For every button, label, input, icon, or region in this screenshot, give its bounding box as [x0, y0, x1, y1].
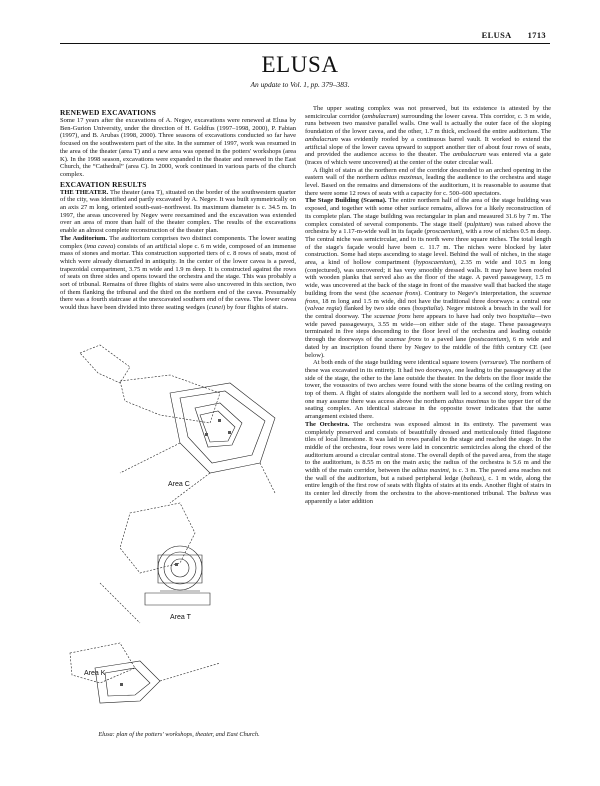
site-plan-figure: [60, 323, 298, 729]
article-subtitle: An update to Vol. 1, pp. 379–383.: [250, 80, 350, 89]
stage-paragraph-1: The Stage Building (Scaena). The entire northern half of the area of the stage building was exposed, and together with some other surface remains, allows for a likely reconstruction of its complete plan. The stage building was rectangular in plan and measured 31.6 by 7 m. The complex consisted of several components. The stage itself (pulpitum) was raised above the orchestra by a 1.17-m-wide wall in its façade (proscaenium), with a row of niches 0.5 m deep. The central niche was semicircular, and to its north were three square niches. The total length of the stage's façade would have been c. 11.7 m. The niches were blocked by later construction. Some had steps ascending to stage level. Behind the wall of niches, in the stage area, a kind of hollow compartment (hyposcaenium), 2.35 m wide and 10.5 m long (conjectured), was uncovered; it has very smoothly dressed walls. It may have been roofed with wooden planks that served also as the floor of the stage. A paved passageway, 1.5 m wide, was uncovered at the back of the stage in front of the massive wall that backed the stage building from the west (the scaenae frons). Contrary to Negev's interpretation, the scaenae frons, 18 m long and 1.5 m wide, did not have the traditional three doorways: a central one (valvae regia) flanked by two side ones (hospitalia). Negev mistook a breach in the wall for the central doorway. The scaenae frons here appears to have had only two hospitalia—two wide paved passageways, 3.55 m wide—on either side of the stage. These passageways terminated in five steps descending to the floor level of the orchestra and leading outside through the doorways of the scaenae frons to a paved lane (postscaenium), 6 m wide and dated by an inscription found there by Negev to the middle of the fifth century CE (see below).: [305, 197, 552, 359]
right-column: [305, 105, 551, 506]
page-number: 1713: [527, 31, 546, 40]
theater-runin-heading: THE THEATER.: [60, 188, 109, 196]
area-k-label: Area K: [84, 670, 106, 677]
running-head-title: ELUSA: [481, 31, 512, 40]
auditorium-paragraph-3: A flight of stairs at the northern end of the corridor descended to an arched opening in the eastern wall of the northern aditus maximus, leading the audience to the orchestra and stage level. Based on the remains and dimensions of the auditorium, it is reasonable to assume that there were some 12 rows of seats with a capacity for c. 500–600 spectators.: [305, 166, 551, 197]
article-title: ELUSA: [261, 52, 339, 77]
auditorium-paragraph-1: The Auditorium. The auditorium comprises two distinct components. The lower seating complex (ima cavea) consists of an artificial slope c. 6 m wide, composed of an immense mass of stones and mortar. This construction supported tiers of c. 8 rows of seats, most of which were already dismantled in antiquity. In the center of the lower cavea is a paved, trapezoidal compartment, 3.75 m wide and 1.9 m deep. It is constructed against the rows of seats on three sides and opens toward the orchestra and the stage. This was probably a sort of tribunal. Remains of three flights of stairs were also uncovered in this section, two of them flanking the tribunal and the third on the northern end of the cavea. Presumably there was a fourth staircase at the unexcavated southern end of the cavea. The lower cavea would thus have been divided into three seating wedges (cunei) by four flights of stairs.: [60, 234, 297, 312]
left-column: [60, 107, 296, 312]
running-head: [482, 31, 546, 40]
header-rule: [60, 43, 550, 44]
area-t-label: Area T: [170, 614, 191, 621]
theater-paragraph: THE THEATER. The theater (area T), situated on the border of the southwestern quarter of the city, was identified and partly excavated by A. Negev. It was built symmetrically on an axis 27 m long, oriented south-east–northwest. Its maximum diameter is c. 34.5 m. In 1997, the areas uncovered by Negev were reexamined and the excavation was extended over an area of more than half of the theater complex. The results of the excavations enable an almost complete reconstruction of the theater plan.: [60, 188, 296, 235]
stage-paragraph-2: At both ends of the stage building were identical square towers (versurae). The northern of these was excavated in its entirety. It had two doorways, one leading to the passageway at the side of the stage, the other to the lane outside the theater. In the debris on the floor inside the tower, the voussoirs of two arches were found with the stone beams of the ceiling resting on top of them. A flight of stairs alongside the northern wall led to a second story, from which one may assume there was access above the northern aditus maximus to the upper tier of the seating complex. An identical staircase in the opposite tower indicates that the same arrangement existed there.: [305, 359, 552, 421]
renewed-paragraph: Some 17 years after the excavations of A. Negev, excavations were renewed at Elusa by Ben-Gurion University, under the direction of H. Goldfus (1997–1998, 2000), P. Fabian (1997), and B. Arubas (1998, 2000). Three seasons of excavations conducted so far have focused on the southwestern part of the site. In the summer of 1997, work was resumed in the area of the theater (area T) and a new area was opened in the potters' workshops (area K). In the 1998 season, excavations were expanded in the theater and renewed in the East Church, the “Cathedral” (area C). In 2000, work continued in various parts of the church complex.: [60, 117, 296, 178]
orchestra-runin-heading: The Orchestra.: [305, 420, 350, 428]
section-heading-renewed: RENEWED EXCAVATIONS: [60, 108, 156, 117]
area-c-label: Area C: [168, 481, 190, 488]
figure-caption: Elusa: plan of the potters' workshops, theater, and East Church.: [98, 731, 260, 738]
stage-runin-heading: The Stage Building (Scaena).: [305, 197, 387, 205]
orchestra-paragraph: The Orchestra. The orchestra was exposed almost in its entirety. The pavement was completely preserved and consists of beautifully dressed and meticulously fitted flagstone tiles of local limestone. It was laid in rows parallel to the stage and reached the stage. In the middle of the orchestra, four rows were laid in concentric semicircles along the chord of the auditorium around a circular central stone. The overall depth of the paved area, from the stage to the auditorium, is 8.55 m on the main axis; the radius of the orchestra is 5.6 m and the width of the main corridor, between the aditus maximi, is c. 3 m. The paved area reaches not the wall of the auditorium, but a raised peripheral ledge (balteus), c. 1 m wide, along the entire length of the first row of seats with flights of stairs at its ends. Another flight of stairs in its center led directly from the orchestra to the above-mentioned tribunal. The balteus was apparently a later addition: [305, 420, 552, 505]
auditorium-runin-heading: The Auditorium.: [60, 234, 108, 242]
auditorium-paragraph-2: The upper seating complex was not preserved, but its existence is attested by the semicircular corridor (ambulacrum) surrounding the lower cavea. This corridor, c. 3 m wide, runs between two massive parallel walls. One wall is actually the outer face of the sloping foundation of the lower cavea, and the other, 1.7 m thick, enclosed the entire auditorium. The ambulacrum was evidently roofed by a continuous barrel vault. It worked to extend the artificial slope of the lower cavea upward to support another tier of about four rows of seats, and provided the audience access to the theater. The ambulacrum was entered via a gate (traces of which were uncovered) at the center of the outer circular wall.: [305, 105, 552, 166]
section-heading-results: EXCAVATION RESULTS: [60, 179, 147, 189]
